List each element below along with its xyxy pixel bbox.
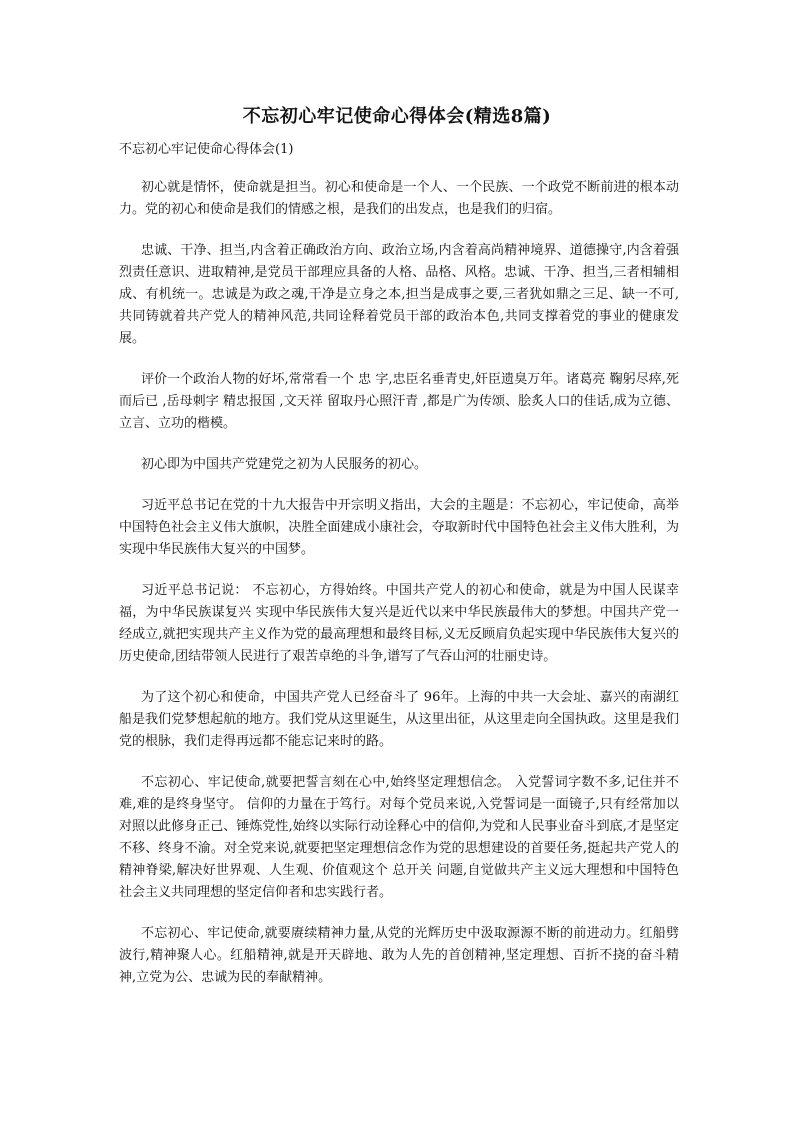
paragraph-4: 初心即为中国共产党建党之初为人民服务的初心。 (141, 457, 428, 472)
paragraph-6: 习近平总书记说： 不忘初心，方得始终。中国共产党人的初心和使命，就是为中国人民谋幸福，为中华民族谋复兴 实现中华民族伟大复兴是近代以来中华民族最伟大的梦想。中国共产党一经成立,就把实现共产主义作为党的最高理想和最终目标,义无反顾肩负起实现中华民族伟大复兴的历史使命,团结带领人民进行了艰苦卓绝的斗争,谱写了气吞山河的壮丽史诗。 (119, 583, 679, 664)
paragraph-3: 评价一个政治人物的好坏,常常看一个 忠 字,忠臣名垂青史,奸臣遗臭万年。诸葛亮 鞠躬尽瘁,死而后已 ,岳母刺字 精忠报国 ,文天祥 留取丹心照汗青 ,都是广为传颂、脍炙人口的佳话,成为立德、立言、立功的楷模。 (119, 372, 679, 431)
paragraph-1: 初心就是情怀，使命就是担当。初心和使命是一个人、一个民族、一个政党不断前进的根本动力。党的初心和使命是我们的情感之根，是我们的出发点，也是我们的归宿。 (119, 180, 679, 217)
paragraph-2: 忠诚、干净、担当,内含着正确政治方向、政治立场,内含着高尚精神境界、道德操守,内含着强烈责任意识、进取精神,是党员干部理应具备的人格、品格、风格。忠诚、干净、担当,三者相辅相成、有机统一。忠诚是为政之魂,干净是立身之本,担当是成事之要,三者犹如鼎之三足、缺一不可,共同铸就着共产党人的精神风范,共同诠释着党员干部的政治本色,共同支撑着党的事业的健康发展。 (119, 243, 679, 346)
document-body (119, 177, 679, 1008)
paragraph-9: 不忘初心、牢记使命,就要赓续精神力量,从党的光辉历史中汲取源源不断的前进动力。红船劈波行,精神聚人心。红船精神,就是开天辟地、敢为人先的首创精神,坚定理想、百折不挠的奋斗精神,立党为公、忠诚为民的奉献精神。 (119, 926, 679, 985)
paragraph-8: 不忘初心、牢记使命,就要把誓言刻在心中,始终坚定理想信念。 入党誓词字数不多,记住并不难,难的是终身坚守。 信仰的力量在于笃行。对每个党员来说,入党誓词是一面镜子,只有经常加以对照以此修身正己、锤炼党性,始终以实际行动诠释心中的信仰,为党和人民事业奋斗到底,才是坚定不移、终身不渝。对全党来说,就要把坚定理想信念作为党的思想建设的首要任务,挺起共产党人的精神脊梁,解决好世界观、人生观、价值观这个 总开关 问题,自觉做共产主义远大理想和中国特色社会主义共同理想的坚定信仰者和忠实践行者。 (119, 775, 679, 900)
paragraph-7: 为了这个初心和使命，中国共产党人已经奋斗了 96年。上海的中共一大会址、嘉兴的南湖红船是我们党梦想起航的地方。我们党从这里诞生，从这里出征，从这里走向全国执政。这里是我们党的根脉，我们走得再远都不能忘记来时的路。 (119, 690, 679, 749)
section-heading: 不忘初心牢记使命心得体会(1) (119, 142, 294, 157)
document-title: 不忘初心牢记使命心得体会(精选8篇) (242, 106, 552, 127)
paragraph-5: 习近平总书记在党的十九大报告中开宗明义指出，大会的主题是：不忘初心，牢记使命，高举中国特色社会主义伟大旗帜，决胜全面建成小康社会，夺取新时代中国特色社会主义伟大胜利，为实现中华民族伟大复兴的中国梦。 (119, 498, 679, 557)
